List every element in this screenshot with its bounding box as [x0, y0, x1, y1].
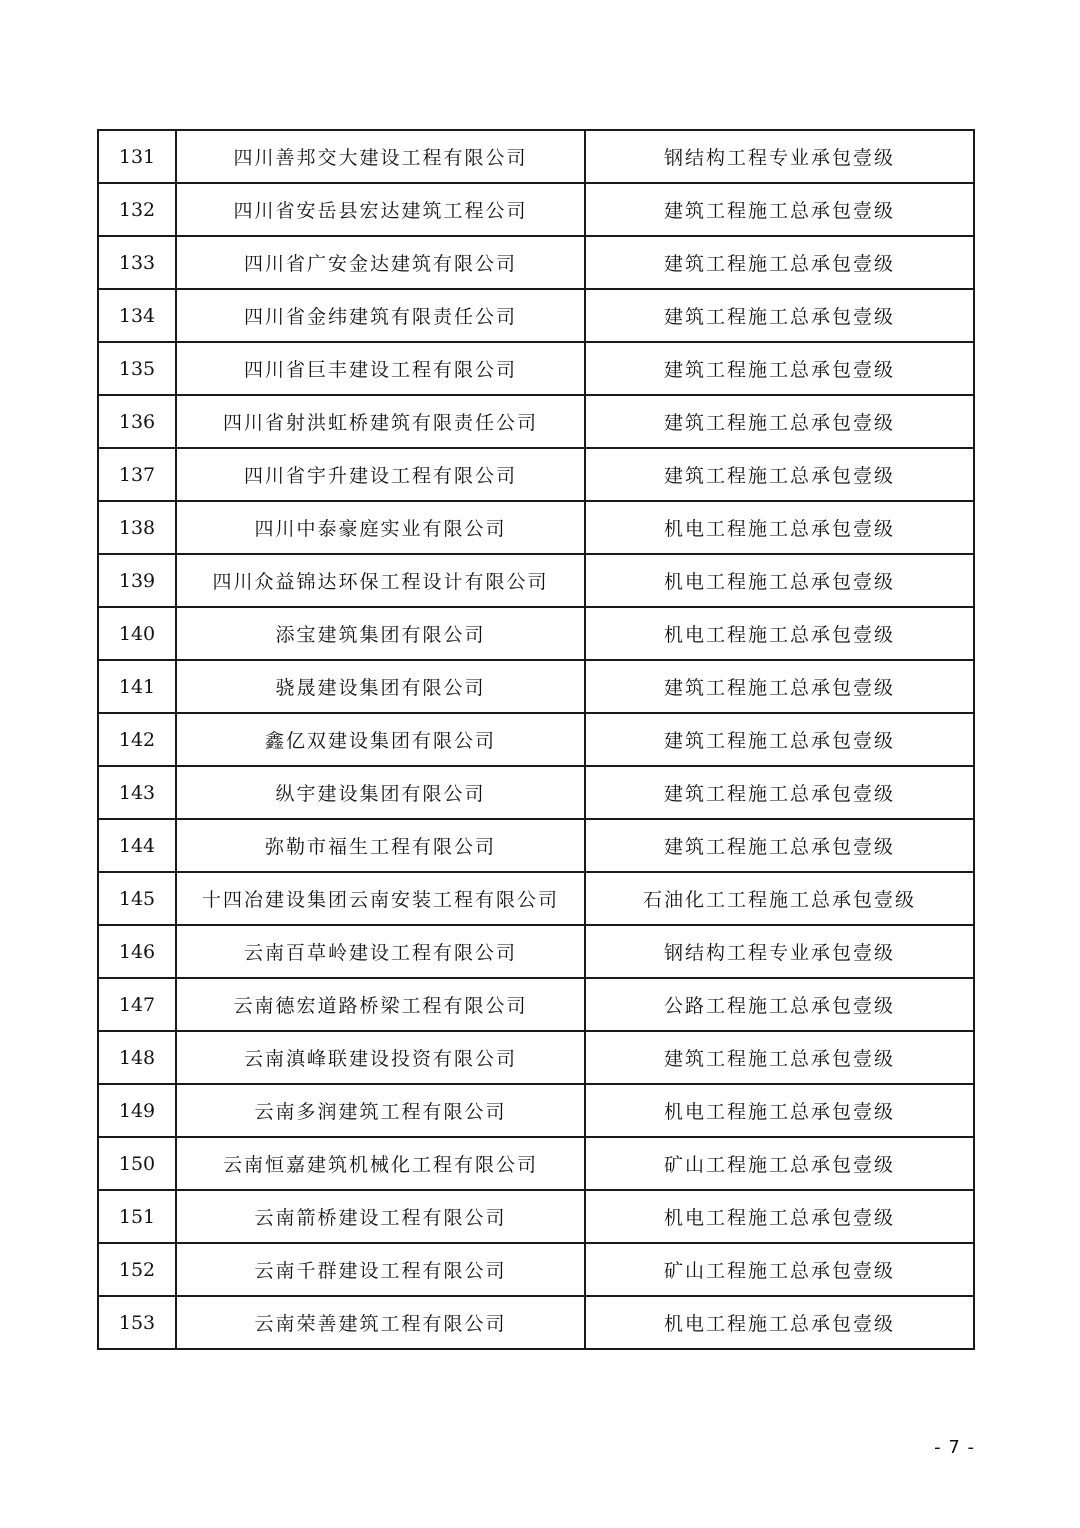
qualification: 机电工程施工总承包壹级: [585, 554, 974, 607]
company-name: 云南箭桥建设工程有限公司: [176, 1190, 585, 1243]
qualification: 石油化工工程施工总承包壹级: [585, 872, 974, 925]
table-row: [98, 1296, 974, 1349]
company-name: 云南荣善建筑工程有限公司: [176, 1296, 585, 1349]
qualification: 机电工程施工总承包壹级: [585, 1084, 974, 1137]
row-number: 143: [98, 766, 176, 819]
company-name: 云南千群建设工程有限公司: [176, 1243, 585, 1296]
company-name: 弥勒市福生工程有限公司: [176, 819, 585, 872]
row-number: 138: [98, 501, 176, 554]
table-row: [98, 819, 974, 872]
row-number: 141: [98, 660, 176, 713]
row-number: 136: [98, 395, 176, 448]
table-row: [98, 501, 974, 554]
row-number: 131: [98, 130, 176, 183]
table-row: [98, 925, 974, 978]
table-row: [98, 607, 974, 660]
row-number: 150: [98, 1137, 176, 1190]
table-row: [98, 130, 974, 183]
company-name: 云南滇峰联建设投资有限公司: [176, 1031, 585, 1084]
page-number: - 7 -: [934, 1437, 975, 1458]
row-number: 133: [98, 236, 176, 289]
qualification: 钢结构工程专业承包壹级: [585, 925, 974, 978]
company-name: 四川省广安金达建筑有限公司: [176, 236, 585, 289]
qualification: 机电工程施工总承包壹级: [585, 607, 974, 660]
table-body: [98, 130, 974, 1349]
qualification: 钢结构工程专业承包壹级: [585, 130, 974, 183]
company-name: 四川省射洪虹桥建筑有限责任公司: [176, 395, 585, 448]
qualification: 机电工程施工总承包壹级: [585, 501, 974, 554]
row-number: 142: [98, 713, 176, 766]
company-name: 四川善邦交大建设工程有限公司: [176, 130, 585, 183]
table-row: [98, 554, 974, 607]
table-row: [98, 1243, 974, 1296]
row-number: 153: [98, 1296, 176, 1349]
row-number: 139: [98, 554, 176, 607]
company-name: 云南恒嘉建筑机械化工程有限公司: [176, 1137, 585, 1190]
company-name: 十四冶建设集团云南安装工程有限公司: [176, 872, 585, 925]
row-number: 132: [98, 183, 176, 236]
row-number: 144: [98, 819, 176, 872]
table-row: [98, 342, 974, 395]
qualification: 建筑工程施工总承包壹级: [585, 766, 974, 819]
company-name: 四川省金纬建筑有限责任公司: [176, 289, 585, 342]
table-row: [98, 1190, 974, 1243]
company-name: 四川省安岳县宏达建筑工程公司: [176, 183, 585, 236]
qualification: 建筑工程施工总承包壹级: [585, 448, 974, 501]
company-name: 四川众益锦达环保工程设计有限公司: [176, 554, 585, 607]
company-name: 添宝建筑集团有限公司: [176, 607, 585, 660]
company-name: 云南百草岭建设工程有限公司: [176, 925, 585, 978]
row-number: 145: [98, 872, 176, 925]
table-row: [98, 1031, 974, 1084]
row-number: 134: [98, 289, 176, 342]
table-row: [98, 1084, 974, 1137]
qualification: 建筑工程施工总承包壹级: [585, 1031, 974, 1084]
table-row: [98, 183, 974, 236]
company-name: 四川省宇升建设工程有限公司: [176, 448, 585, 501]
qualification: 建筑工程施工总承包壹级: [585, 289, 974, 342]
table-row: [98, 766, 974, 819]
company-qualification-table: [97, 129, 975, 1350]
company-name: 纵宇建设集团有限公司: [176, 766, 585, 819]
qualification: 建筑工程施工总承包壹级: [585, 342, 974, 395]
table-row: [98, 713, 974, 766]
row-number: 147: [98, 978, 176, 1031]
table-row: [98, 395, 974, 448]
table-row: [98, 1137, 974, 1190]
company-name: 鑫亿双建设集团有限公司: [176, 713, 585, 766]
company-name: 云南德宏道路桥梁工程有限公司: [176, 978, 585, 1031]
qualification: 矿山工程施工总承包壹级: [585, 1137, 974, 1190]
qualification: 建筑工程施工总承包壹级: [585, 236, 974, 289]
row-number: 135: [98, 342, 176, 395]
row-number: 149: [98, 1084, 176, 1137]
company-name: 四川省巨丰建设工程有限公司: [176, 342, 585, 395]
company-name: 四川中泰豪庭实业有限公司: [176, 501, 585, 554]
qualification: 机电工程施工总承包壹级: [585, 1190, 974, 1243]
table-row: [98, 978, 974, 1031]
company-name: 云南多润建筑工程有限公司: [176, 1084, 585, 1137]
qualification: 建筑工程施工总承包壹级: [585, 713, 974, 766]
row-number: 152: [98, 1243, 176, 1296]
qualification: 建筑工程施工总承包壹级: [585, 819, 974, 872]
qualification: 矿山工程施工总承包壹级: [585, 1243, 974, 1296]
row-number: 140: [98, 607, 176, 660]
row-number: 151: [98, 1190, 176, 1243]
qualification: 建筑工程施工总承包壹级: [585, 395, 974, 448]
table-row: [98, 448, 974, 501]
row-number: 148: [98, 1031, 176, 1084]
qualification: 建筑工程施工总承包壹级: [585, 183, 974, 236]
qualification: 公路工程施工总承包壹级: [585, 978, 974, 1031]
table-row: [98, 872, 974, 925]
table-row: [98, 660, 974, 713]
row-number: 137: [98, 448, 176, 501]
table-row: [98, 236, 974, 289]
company-name: 骁晟建设集团有限公司: [176, 660, 585, 713]
row-number: 146: [98, 925, 176, 978]
table-row: [98, 289, 974, 342]
qualification: 建筑工程施工总承包壹级: [585, 660, 974, 713]
qualification: 机电工程施工总承包壹级: [585, 1296, 974, 1349]
